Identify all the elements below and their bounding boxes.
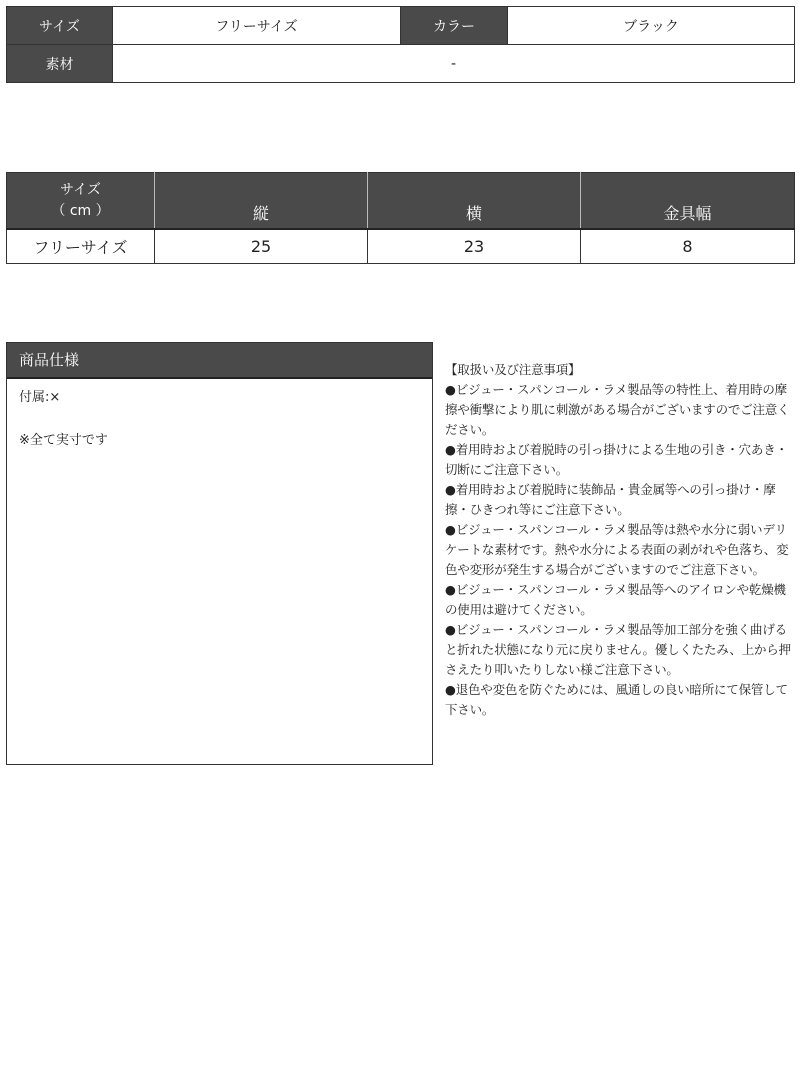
care-title: 【取扱い及び注意事項】 bbox=[445, 362, 581, 377]
product-note: ※全て実寸です bbox=[19, 433, 108, 448]
list-item: ●ビジュー・スパンコール・ラメ製品等へのアイロンや乾燥機の使用は避けてください。 bbox=[445, 582, 786, 617]
size-row-size: フリーサイズ bbox=[7, 229, 155, 264]
size-header-size-line1: サイズ bbox=[60, 181, 101, 198]
spec-size-label: サイズ bbox=[7, 7, 113, 45]
size-table-header bbox=[7, 173, 795, 230]
spec-color-label: カラー bbox=[401, 7, 508, 45]
size-table bbox=[6, 172, 795, 264]
spec-size-value: フリーサイズ bbox=[113, 7, 401, 45]
spec-color-value: ブラック bbox=[508, 7, 795, 45]
list-item: ●ビジュー・スパンコール・ラメ製品等の特性上、着用時の摩擦や衝撃により肌に刺激がある場合がございますのでご注意ください。 bbox=[445, 382, 790, 437]
size-header-width: 横 bbox=[368, 173, 581, 230]
list-item: ●ビジュー・スパンコール・ラメ製品等加工部分を強く曲げると折れた状態になり元に戻りません。優しくたたみ、上から押さえたり叩いたりしない様ご注意下さい。 bbox=[445, 622, 791, 677]
size-row-hardware: 8 bbox=[581, 229, 795, 264]
list-item: ●着用時および着脱時に装飾品・貴金属等への引っ掛け・摩擦・ひきつれ等にご注意下さい。 bbox=[445, 482, 776, 517]
spec-table bbox=[6, 6, 795, 83]
product-spec-title: 商品仕様 bbox=[7, 343, 432, 379]
size-header-size-line2: （ cm ） bbox=[51, 202, 110, 219]
size-header-hardware: 金具幅 bbox=[581, 173, 795, 230]
size-header-size bbox=[7, 173, 155, 230]
size-header-length: 縦 bbox=[155, 173, 368, 230]
list-item: ●着用時および着脱時の引っ掛けによる生地の引き・穴あき・切断にご注意下さい。 bbox=[445, 442, 788, 477]
product-spec-box bbox=[6, 342, 433, 765]
size-row-length: 25 bbox=[155, 229, 368, 264]
spec-row-material bbox=[7, 45, 795, 83]
product-accessory: 付属:× bbox=[19, 390, 61, 405]
list-item: ●退色や変色を防ぐためには、風通しの良い暗所にて保管して下さい。 bbox=[445, 682, 788, 717]
table-row bbox=[7, 229, 795, 264]
product-spec-body bbox=[7, 379, 432, 485]
care-notes bbox=[445, 360, 795, 720]
list-item: ●ビジュー・スパンコール・ラメ製品等は熱や水分に弱いデリケートな素材です。熱や水分による表面の剥がれや色落ち、変色や変形が発生する場合がございますのでご注意下さい。 bbox=[445, 522, 789, 577]
size-row-width: 23 bbox=[368, 229, 581, 264]
spec-material-label: 素材 bbox=[7, 45, 113, 83]
spec-material-value: - bbox=[113, 45, 795, 83]
spec-row-size-color bbox=[7, 7, 795, 45]
